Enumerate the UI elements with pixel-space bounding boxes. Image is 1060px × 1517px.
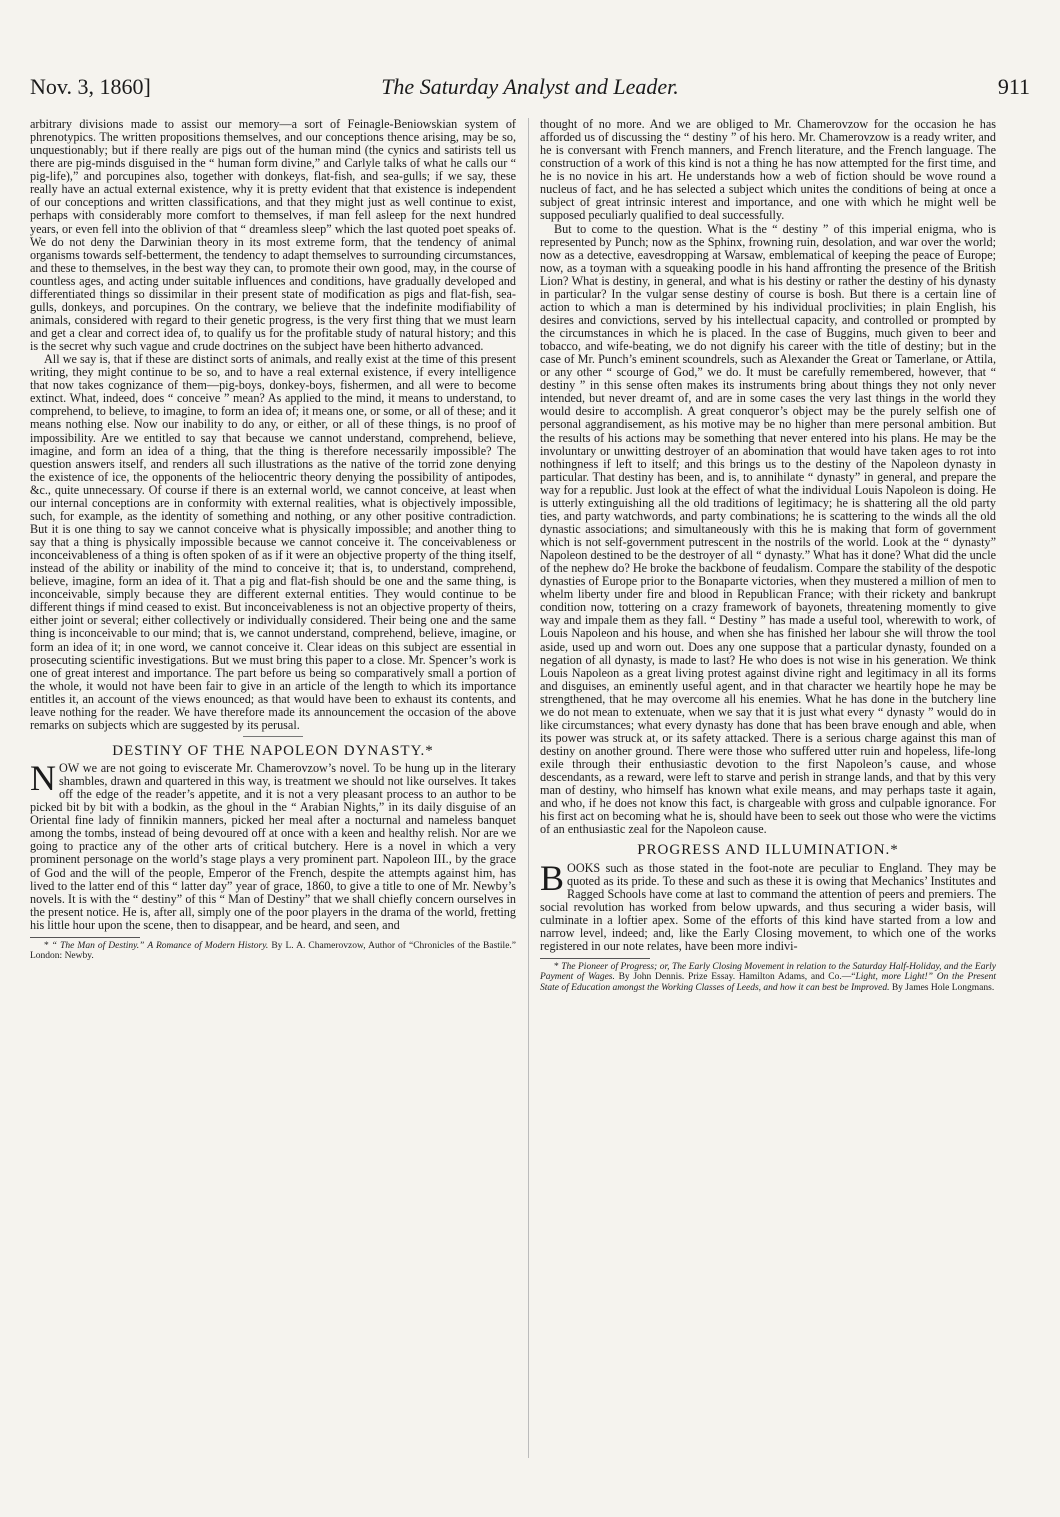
progress-paragraph-text: OOKS such as those stated in the foot-note are peculiar to England. They may be quoted as its pride. To these and such as these it is owing that Mechanics’ Institutes and Ragged Schools have come at last to command the attention of peers and premiers. The social revolution has worked from below upwards, and thus securing a wider basis, will culminate in a loftier apex. Some of the efforts of this kind have started from a low and narrow level, indeed; and, like the Early Closing movement, to which one of the works registered in our note relates, have been more indivi- bbox=[540, 860, 996, 953]
napoleon-paragraph-text: OW we are not going to eviscerate Mr. Chamerovzow’s novel. To be hung up in the literary shambles, drawn and quartered in this way, is treatment we should not like ourselves. It takes off the edge of the reader’s appetite, and it is not a very pleasant process to an author to be picked bit by bit with a bodkin, as the ghoul in the “ Arabian Nights,” in its daily disguise of an Oriental fine lady of finnikin manners, picked her meal after a nocturnal and nameless banquet among the tombs, instead of being devoured off at once with a keen and healthy relish. Nor are we going to practice any of the other arts of critical butchery. Here is a novel in which a very prominent personage on the world’s stage plays a very prominent part. Napoleon III., by the grace of God and the will of the people, Emperor of the French, despite the attempts against him, has lived to the latter end of this “ latter day” year of grace, 1860, to give a title to one of Mr. Newby’s novels. It is with the “ destiny” of this “ Man of Destiny” that we shall chiefly concern ourselves in the present notice. He is, after all, simply one of the poor players in the drama of the world, fretting his little hour upon the scene, then to disappear, and be heard, and seen, and bbox=[30, 761, 516, 932]
progress-heading: PROGRESS AND ILLUMINATION.* bbox=[637, 842, 899, 859]
progress-footnote: * The Pioneer of Progress; or, The Early Closing Movement in relation to the Saturday Half-Holiday, and the Early Payment of Wages. By John Dennis. Prize Essay. Hamilton Adams, and Co.—“Light, more Light!” On the Present State of Education amongst the Working Classes of Leeds, and how it can best be Improved. By James Hole Longmans. bbox=[540, 961, 996, 993]
page-header bbox=[30, 74, 1030, 110]
napoleon-footnote-title: “ The Man of Destiny.” A Romance of Modern History. bbox=[51, 940, 269, 951]
napoleon-paragraph bbox=[30, 758, 516, 932]
header-date: Nov. 3, 1860] bbox=[30, 74, 151, 99]
progress-footnote-title: The Pioneer of Progress; or, The Early Closing Movement in relation to the Saturday Half-Holiday, and the Early Payment of Wages. bbox=[540, 961, 996, 983]
progress-footnote-title2: Light, more Light!” On the Present State of Education amongst the Working Classes of Leeds, and how it can best be Improved. bbox=[540, 972, 996, 993]
column-divider bbox=[528, 118, 529, 1458]
napoleon-dropcap: N bbox=[30, 758, 56, 798]
section-rule bbox=[243, 736, 303, 737]
napoleon-footnote: * “ The Man of Destiny.” A Romance of Modern History. By L. A. Chamerovzow, Author of “Chronicles of the Bastile.” London: Newby. bbox=[30, 940, 517, 962]
left-column bbox=[30, 118, 516, 962]
right-column bbox=[540, 118, 996, 993]
progress-paragraph bbox=[540, 857, 996, 953]
footnote-rule bbox=[30, 937, 140, 938]
journal-title: The Saturday Analyst and Leader. bbox=[381, 74, 679, 99]
napoleon-footnote-rest: By L. A. Chamerovzow, Author of “Chronicles of the Bastile.” London: Newby. bbox=[30, 940, 517, 962]
essay-paragraph: All we say is, that if these are distinct sorts of animals, and really exist at the time of this present writing, they might continue to be so, and to have a real external existence, if every intelligence that now takes cognizance of them—pig-boys, donkey-boys, fishermen, and all were to become extinct. What, indeed, does “ conceive ” mean? As applied to the mind, it means to understand, to comprehend, to believe, to imagine, to form an idea of; it means one, or some, or all of these; and it means nothing else. Now our inability to do any, or either, or all of these things, is no proof of impossibility. Are we entitled to say that because we cannot understand, comprehend, believe, imagine, and form an idea of a thing, that the thing is therefore necessarily impossible? The question answers itself, and renders all such illustrations as the native of the torrid zone denying the existence of ice, the opponents of the heliocentric theory denying the possibility of antipodes, &c., quite unnecessary. Of course if there is an external world, we cannot conceive, at least when our internal conceptions are in conformity with external realities, what is objectively impossible, such, for example, as the identity of something and nothing, or any other positive contradiction. But it is one thing to say we cannot conceive what is physically impossible; and another thing to say that a thing is physically impossible because we cannot conceive it. The conceivableness or inconceivableness of a thing is often spoken of as if it were an objective property of the thing itself, instead of the ability or inability of the mind to conceive it; that is, to understand, comprehend, believe, imagine, form an idea of it. That a pig and flat-fish should be one and the same thing, is inconceivable, simply because they are different external entities. They would continue to be different things if mind ceased to exist. But inconceivableness is not an objective property of theirs, either joint or several; either collectively or individually considered. Their being one and the same thing is inconceivable to our mind; that is, we cannot understand, comprehend, believe, imagine, or form an idea of it; in one word, we cannot conceive it. Clear ideas on this subject are essential in prosecuting scientific investigations. But we must bring this paper to a close. Mr. Spencer’s work is one of great interest and importance. The part before us being so comparatively small a portion of the whole, it would not have been fair to give in an article of the length to which its importance entitles it, an account of the views enounced; as that would have been to exhaust its contents, and leave nothing for the reader. We have therefore made its announcement the occasion of the above remarks on subjects which are suggested by its perusal. bbox=[30, 352, 516, 732]
progress-footnote-end: By James Hole Longmans. bbox=[891, 982, 995, 993]
progress-footnote-mid: By John Dennis. Prize Essay. Hamilton Adams, and Co.—“ bbox=[618, 972, 856, 983]
napoleon-continued-paragraph: thought of no more. And we are obliged to Mr. Chamerovzow for the occasion he has afforded us of discussing the “ destiny ” of his hero. Mr. Chamerovzow is a ready writer, and he is conversant with French manners, and French literature, and the French language. The construction of a work of this kind is not a thing he has now attempted for the first time, and he is no novice in his art. He understands how a web of fiction should be wove round a nucleus of fact, and he has selected a subject which unites the conditions of being at once a subject of great intrinsic interest and importance, and one with which he might well be supposed peculiarly qualified to deal successfully. bbox=[540, 117, 996, 223]
essay-paragraph: arbitrary divisions made to assist our memory—a sort of Feinagle-Beniowskian system of phrenotypics. The written propositions themselves, and our conceptions thence arising, may be so, unquestionably; but if there really are pigs out of the human mind (the cynics and satirists tell us there are pig-minds disguised in the “ human form divine,” and Carlyle talks of what he calls our “ pig-life),” and porcupines also, together with donkeys, flat-fish, and sea-gulls; if we say, these really have an actual external existence, why it is pretty evident that that existence is independent of our conceptions and written classifications, and that they might just as well continue to exist, perhaps with considerably more comfort to themselves, if man fell asleep for the next hundred years, or even fell into the oblivion of that “ dreamless sleep” which the last quoted poet speaks of. We do not deny the Darwinian theory in its most extreme form, that the tendency of animal organisms towards self-betterment, the tendency to adapt themselves to surrounding circumstances, and these to themselves, in the best way they can, to promote their own good, may, in the course of countless ages, and acting under suitable influences and conditions, have gradually developed and differentiated things so dissimilar in their present state of modification as pigs and flat-fish, sea-gulls, donkeys, and porcupines. On the contrary, we believe that the indefinite modifiability of animals, considered with regard to their genetic progress, is the very first thing that we must learn and get a clear and correct idea of, to qualify us for the profitable study of natural history; and this is the secret why such vague and crude doctrines on the subject have been hitherto advanced. bbox=[30, 117, 516, 354]
progress-dropcap: B bbox=[540, 857, 565, 898]
footnote-rule bbox=[540, 958, 650, 959]
page-number: 911 bbox=[997, 74, 1030, 99]
napoleon-heading: DESTINY OF THE NAPOLEON DYNASTY.* bbox=[112, 742, 434, 759]
napoleon-continued-paragraph: But to come to the question. What is the “ destiny ” of this imperial enigma, who is represented by Punch; now as the Sphinx, frowning ruin, desolation, and war over the world; now as a detective, eavesdropping at Warsaw, emblematical of keeping the peace of Europe; now, as a toyman with a squeaking poodle in his hand affronting the presence of the British Lion? What is destiny, in general, and what is his destiny or rather the destiny of his dynasty in particular? In the vulgar sense destiny of course is bosh. But there is a certain line of action to which a man is determined by his individual proclivities; in plain English, his desires and convictions, served by his intellectual capacity, and controlled or prompted by the circumstances in which he is placed. In the case of Buggins, much given to beer and tobacco, and wife-beating, we do not dignify his career with the title of destiny; but in the case of Mr. Punch’s eminent scoundrels, such as Alexander the Great or Tamerlane, or Attila, or any other “ scourge of God,” we do. It must be carefully remembered, however, that “ destiny ” in this sense often makes its instruments bring about things they not only never intended, but never dreamt of, and are in some cases the very last things in the world they would desire to accomplish. A great conqueror’s object may be the purely selfish one of personal aggrandisement, as his motive may be no higher than mere personal ambition. But the results of his actions may be something that never entered into his plans. He may be the involuntary or unwitting destroyer of an abomination that would have taken ages to rot into nothingness if left to itself; and this brings us to the destiny of the Napoleon dynasty in particular. That destiny has been, and is, to annihilate “ dynasty” in general, and prepare the way for a republic. Just look at the effect of what the individual Louis Napoleon is doing. He is utterly extinguishing all the old traditions of legitimacy; he is shattering all the old party ties, and party watchwords, and party combinations; he is scattering to the winds all the old dynastic associations; and simultaneously with this he is making that form of government which is not self-government putrescent in the nostrils of the world. Look at the “ dynasty” Napoleon destined to be the destroyer of all “ dynasty.” What has it done? What did the uncle of the nephew do? He broke the backbone of feudalism. Compare the stability of the despotic dynasties of Europe prior to the Bonaparte victories, when they mustered a million of men to whelm liberty under fire and blood in Republican France; with their rickety and bankrupt condition now, tottering on a crazy framework of bayonets, threatening momently to give way and impale them as they fall. “ Destiny ” has made a useful tool, wherewith to work, of Louis Napoleon and his house, and when she has finished her labour she will throw the tool aside, used up and worn out. Does any one suppose that a particular dynasty, founded on a negation of all dynasty, is made to last? He who does is not wise in his generation. We think Louis Napoleon as a great living protest against divine right and legitimacy in all its forms and disguises, an eminently useful agent, and in that character we heartily hope he may be strengthened, that he may overcome all his enemies. What he has done in the butchery line we do not mean to extenuate, when we say that it is just what every “ dynasty ” would do in like circumstances; what every dynasty has done that has been brave enough and able, when its power was struck at, or its safety attacked. There is a serious charge against this man of destiny on another ground. There were those who suffered utter ruin and hopeless, life-long exile through their enthusiastic devotion to the first Napoleon’s cause, and whose descendants, as a reward, were left to starve and perish in strange lands, and that by this very man of destiny, who himself has known what exile means, and may perhaps taste it again, and who, if he does not know this fact, is chargeable with gross and culpable ignorance. For his first act on becoming what he is, should have been to seek out those who were the victims of an enthusiastic zeal for the Napoleon cause. bbox=[540, 221, 996, 837]
